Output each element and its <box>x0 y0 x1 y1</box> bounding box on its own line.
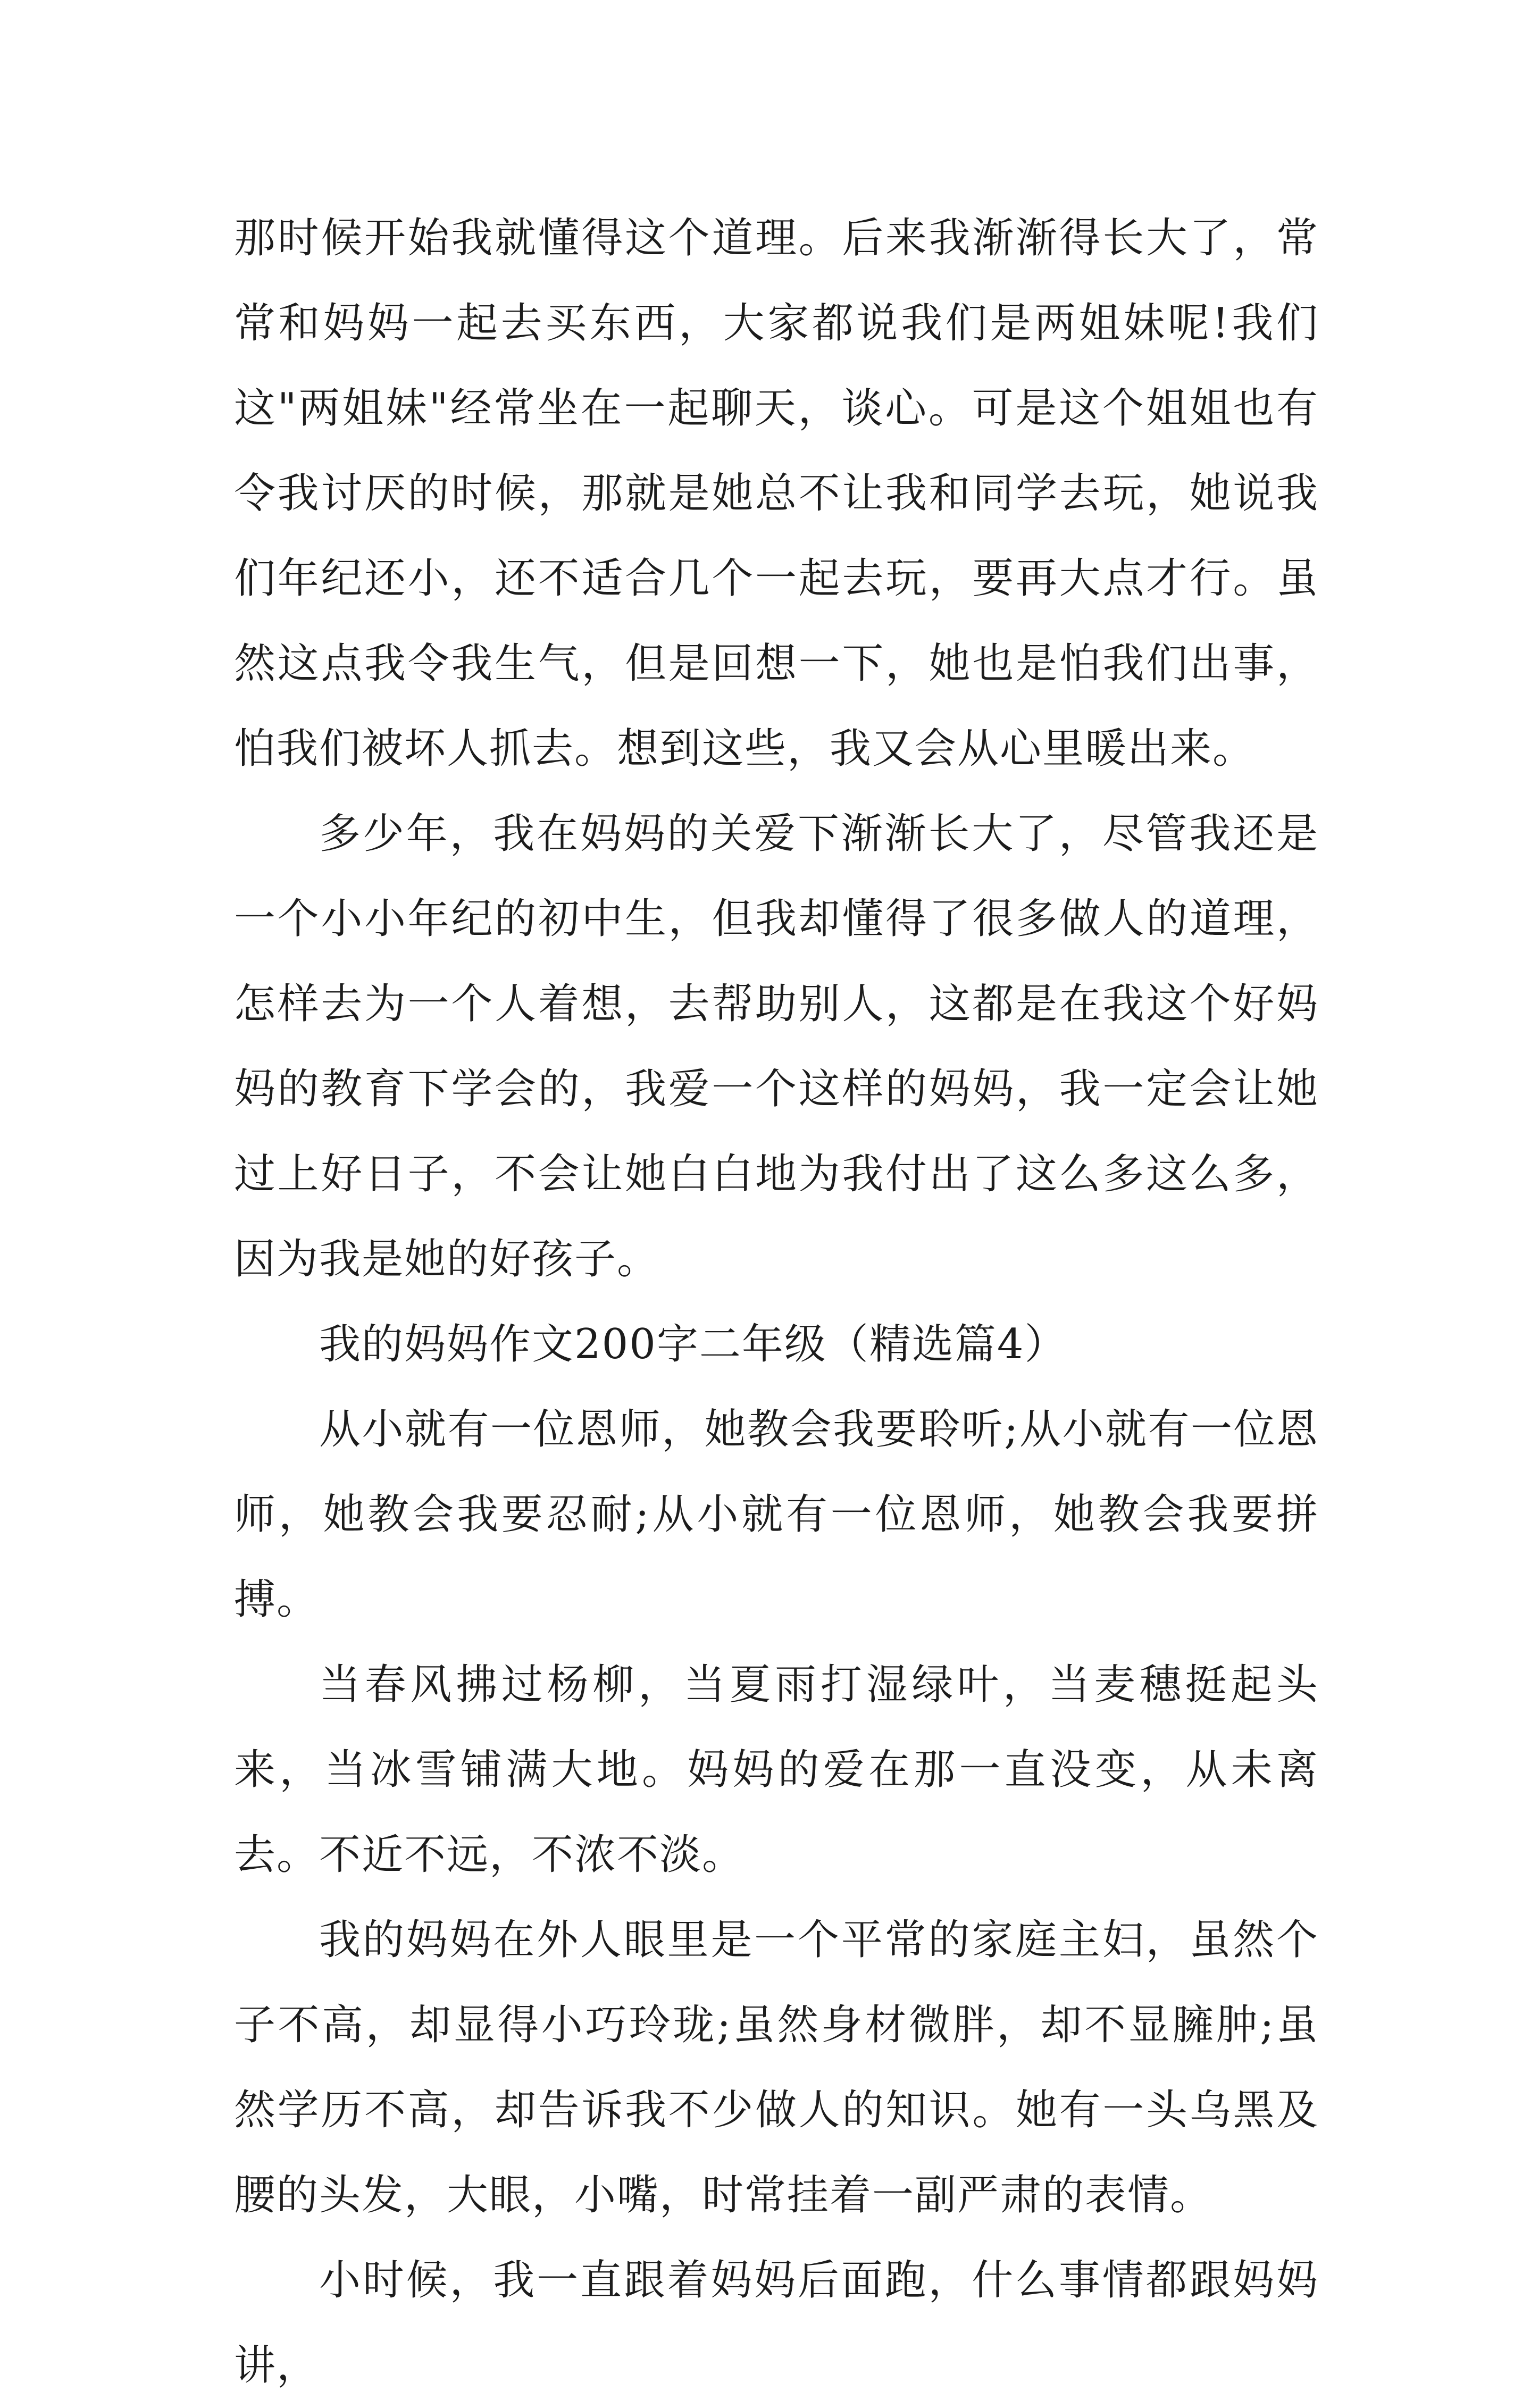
section-title: 我的妈妈作文200字二年级（精选篇4） <box>319 1320 1067 1368</box>
paragraph: 我的妈妈在外人眼里是一个平常的家庭主妇，虽然个子不高，却显得小巧玲珑;虽然身材微胖，却不显臃肿;虽然学历不高，却告诉我不少做人的知识。她有一头乌黑及腰的头发，大眼，小嘴，时常挂着一副严肃的表情。 <box>234 1916 1319 2219</box>
document-page <box>234 196 1319 2408</box>
paragraph: 多少年，我在妈妈的关爱下渐渐长大了，尽管我还是一个小小年纪的初中生，但我却懂得了很多做人的道理，怎样去为一个人着想，去帮助别人，这都是在我这个好妈妈的教育下学会的，我爱一个这样的妈妈，我一定会让她过上好日子，不会让她白白地为我付出了这么多这么多，因为我是她的好孩子。 <box>234 810 1319 1283</box>
paragraph: 当春风拂过杨柳，当夏雨打湿绿叶，当麦穗挺起头来，当冰雪铺满大地。妈妈的爱在那一直没变，从未离去。不近不远，不浓不淡。 <box>234 1661 1319 1879</box>
paragraph: 从小就有一位恩师，她教会我要聆听;从小就有一位恩师，她教会我要忍耐;从小就有一位恩师，她教会我要拼搏。 <box>234 1406 1319 1624</box>
paragraph: 那时候开始我就懂得这个道理。后来我渐渐得长大了，常常和妈妈一起去买东西，大家都说我们是两姐妹呢!我们这"两姐妹"经常坐在一起聊天，谈心。可是这个姐姐也有令我讨厌的时候，那就是她总不让我和同学去玩，她说我们年纪还小，还不适合几个一起去玩，要再大点才行。虽然这点我令我生气，但是回想一下，她也是怕我们出事，怕我们被坏人抓去。想到这些，我又会从心里暖出来。 <box>234 214 1319 773</box>
paragraph: 小时候，我一直跟着妈妈后面跑，什么事情都跟妈妈讲， <box>234 2256 1319 2389</box>
